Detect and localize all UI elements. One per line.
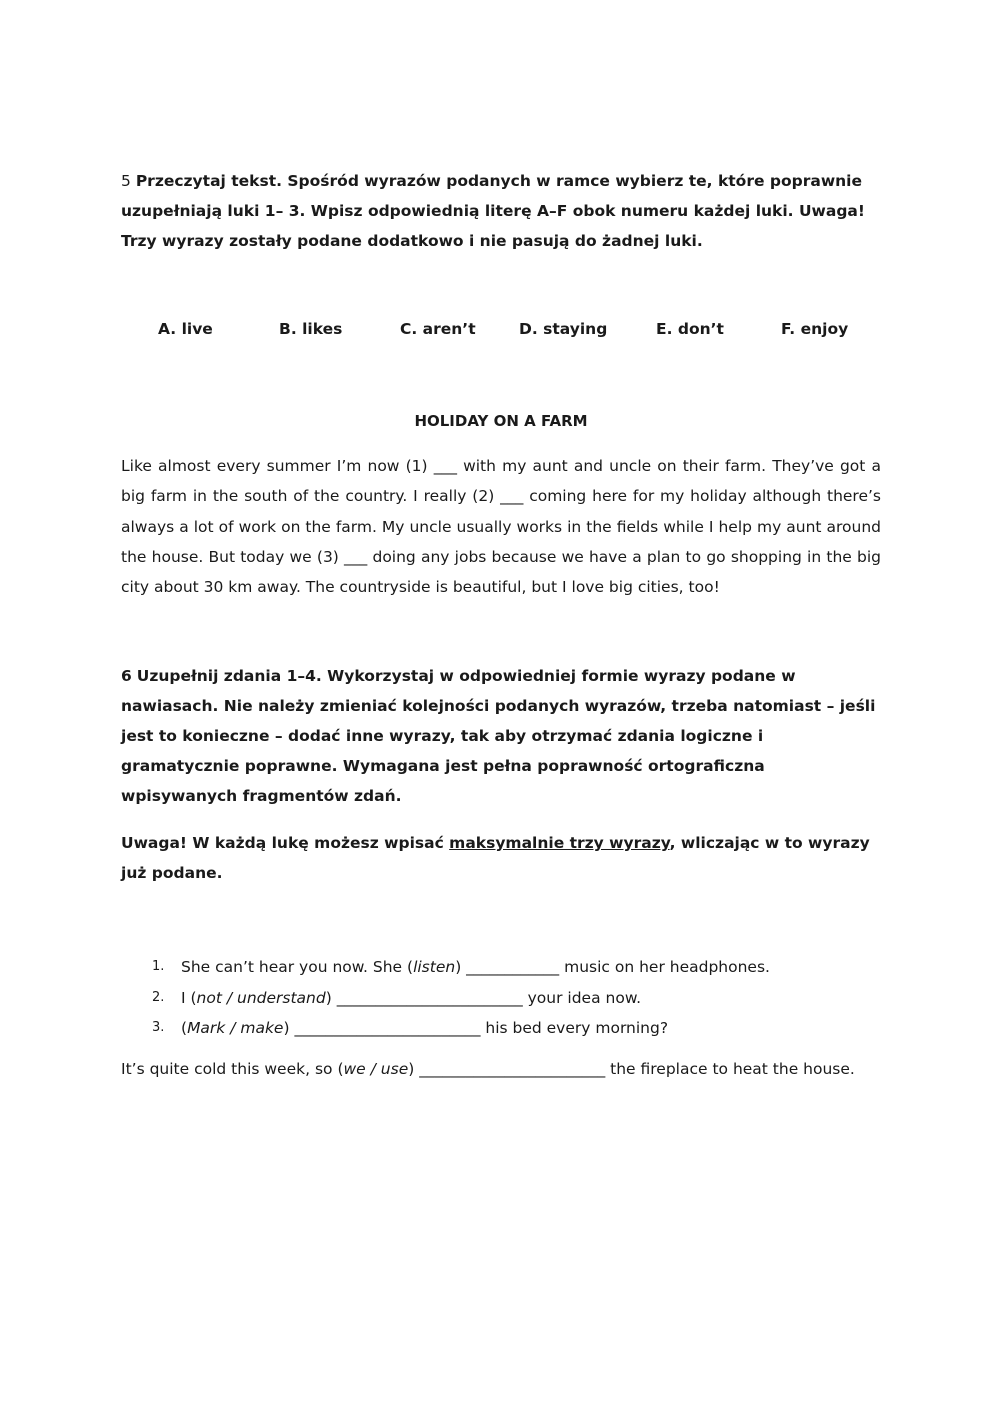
item-before: ( bbox=[181, 1019, 188, 1037]
task6-note bbox=[121, 828, 881, 888]
item-hint: listen bbox=[413, 958, 456, 976]
task6-instruction bbox=[121, 661, 881, 811]
item-hint: Mark / make bbox=[187, 1019, 284, 1037]
passage-title: HOLIDAY ON A FARM bbox=[414, 412, 588, 430]
task5-number: 5 bbox=[121, 172, 131, 190]
last-before: It’s quite cold this week, so ( bbox=[121, 1060, 344, 1078]
last-after: ) ________________________ the fireplace to heat the house. bbox=[408, 1060, 855, 1078]
worksheet-page bbox=[121, 166, 881, 1078]
note-end: , wliczając w to wyrazy już podane. bbox=[121, 834, 870, 882]
option-c: C. aren’t bbox=[400, 320, 476, 338]
option-a: A. live bbox=[158, 320, 213, 338]
item-before: I ( bbox=[181, 988, 197, 1007]
item-before: She can’t hear you now. She ( bbox=[181, 958, 414, 976]
item-number: 1. bbox=[152, 959, 165, 974]
option-b: B. likes bbox=[279, 320, 343, 338]
sentence-list bbox=[121, 952, 881, 1044]
option-d: D. staying bbox=[519, 320, 608, 338]
option-f: F. enjoy bbox=[781, 320, 849, 338]
item-after: ) ________________________ his bed every morning? bbox=[283, 1019, 669, 1037]
sentence-last bbox=[121, 1054, 901, 1084]
item-number: 2. bbox=[152, 989, 165, 1005]
sentence-item bbox=[121, 952, 881, 983]
item-after: ) ____________ music on her headphones. bbox=[455, 958, 770, 976]
last-hint: we / use bbox=[343, 1060, 409, 1078]
task6-instruction-text: Uzupełnij zdania 1–4. Wykorzystaj w odpowiedniej formie wyrazy podane w nawiasach. Nie należy zmieniać kolejności podanych wyrazów, trzeba natomiast – jeśli jest to konieczne – dodać inne wyrazy, tak aby otrzymać zdania logiczne i gramatycznie poprawne. Wymagana jest pełna poprawność ortograficzna wpisywanych fragmentów zdań. bbox=[121, 667, 876, 805]
task6-number: 6 bbox=[121, 667, 132, 685]
option-e: E. don’t bbox=[656, 320, 724, 338]
task5-instruction bbox=[121, 166, 881, 256]
word-box bbox=[121, 320, 881, 342]
passage-text: Like almost every summer I’m now (1) ___ with my aunt and uncle on their farm. They’ve got a big farm in the south of the country. I really (2) ___ coming here for my holiday although there’s always a lot of work on the farm. My uncle usually works in the fields while I help my aunt around the house. But today we (3) ___ doing any jobs because we have a plan to go shopping in the big city about 30 km away. The countryside is beautiful, but I love big cities, too! bbox=[121, 457, 881, 597]
note-underlined: maksymalnie trzy wyrazy bbox=[449, 834, 670, 852]
note-start: Uwaga! W każdą lukę możesz wpisać bbox=[121, 834, 450, 852]
item-hint: not / understand bbox=[196, 988, 326, 1007]
sentence-item bbox=[121, 1013, 881, 1044]
task5-instruction-text: Przeczytaj tekst. Spośród wyrazów podanych w ramce wybierz te, które poprawnie uzupełniają luki 1– 3. Wpisz odpowiednią literę A–F obok numeru każdej luki. Uwaga! Trzy wyrazy zostały podane dodatkowo i nie pasują do żadnej luki. bbox=[121, 172, 865, 250]
sentence-item bbox=[121, 983, 881, 1014]
item-number: 3. bbox=[152, 1020, 165, 1035]
item-after: ) ________________________ your idea now. bbox=[325, 988, 641, 1007]
